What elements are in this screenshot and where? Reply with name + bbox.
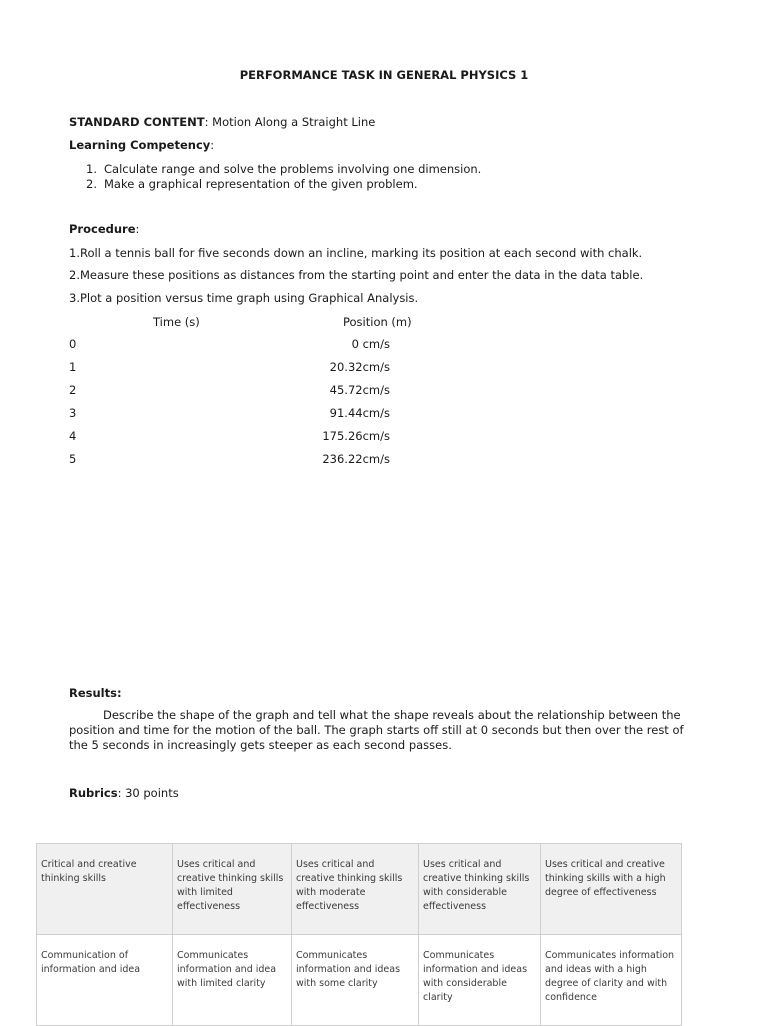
rubric-level-cell: Communicates information and ideas with a high degree of clarity and with confidence	[541, 935, 682, 1026]
learning-competency-label: Learning Competency	[69, 138, 211, 152]
rubrics-label: Rubrics	[69, 786, 118, 800]
rubric-level-cell: Uses critical and creative thinking skills with considerable effectiveness	[419, 844, 541, 935]
procedure-step: 3.Plot a position versus time graph using Graphical Analysis.	[69, 291, 419, 305]
page-title: PERFORMANCE TASK IN GENERAL PHYSICS 1	[239, 68, 529, 82]
rubric-level-cell: Communicates information and ideas with some clarity	[292, 935, 419, 1026]
results-heading: Results:	[69, 686, 122, 700]
rubric-table	[36, 843, 682, 1026]
rubric-level-cell: Uses critical and creative thinking skills with moderate effectiveness	[292, 844, 419, 935]
competency-text: Calculate range and solve the problems involving one dimension.	[104, 162, 482, 176]
rubrics-points: 30 points	[125, 786, 179, 800]
position-column-header: Position (m)	[343, 315, 412, 329]
procedure-label: Procedure	[69, 222, 136, 236]
rubric-level-cell: Communicates information and idea with limited clarity	[173, 935, 292, 1026]
competency-item	[86, 177, 418, 191]
time-cell: 5	[69, 452, 77, 466]
position-cell: 91.44cm/s	[329, 406, 390, 420]
learning-competency-sep: :	[210, 138, 215, 152]
position-cell: 45.72cm/s	[329, 383, 390, 397]
learning-competency-heading	[69, 138, 214, 152]
position-cell: 20.32cm/s	[329, 360, 390, 374]
competency-text: Make a graphical representation of the given problem.	[104, 177, 418, 191]
rubrics-sep: :	[117, 786, 126, 800]
time-cell: 0	[69, 337, 77, 351]
results-text: Describe the shape of the graph and tell what the shape reveals about the relationship between the position and time for the motion of the ball. The graph starts off still at 0 seconds but then over the rest of the 5 seconds in increasingly gets steeper as each second passes.	[69, 708, 684, 752]
rubric-row	[37, 935, 682, 1026]
rubric-level-cell: Communicates information and ideas with considerable clarity	[419, 935, 541, 1026]
procedure-step: 2.Measure these positions as distances from the starting point and enter the data in the data table.	[69, 268, 644, 282]
rubric-row	[37, 844, 682, 935]
standard-content-sep: :	[204, 115, 213, 129]
standard-content-label: STANDARD CONTENT	[69, 115, 205, 129]
rubric-criterion-cell: Critical and creative thinking skills	[37, 844, 173, 935]
standard-content-value: Motion Along a Straight Line	[212, 115, 376, 129]
position-cell: 175.26cm/s	[322, 429, 390, 443]
standard-content	[69, 115, 375, 129]
rubrics-heading	[69, 786, 179, 800]
time-cell: 3	[69, 406, 77, 420]
position-cell: 0 cm/s	[351, 337, 390, 351]
competency-number: 1.	[86, 162, 97, 176]
time-cell: 4	[69, 429, 77, 443]
time-column-header: Time (s)	[153, 315, 200, 329]
time-cell: 1	[69, 360, 77, 374]
rubric-criterion-cell: Communication of information and idea	[37, 935, 173, 1026]
time-cell: 2	[69, 383, 77, 397]
procedure-heading	[69, 222, 139, 236]
position-cell: 236.22cm/s	[322, 452, 390, 466]
procedure-step: 1.Roll a tennis ball for five seconds down an incline, marking its position at each second with chalk.	[69, 246, 643, 260]
rubric-level-cell: Uses critical and creative thinking skills with limited effectiveness	[173, 844, 292, 935]
competency-number: 2.	[86, 177, 97, 191]
procedure-sep: :	[135, 222, 140, 236]
rubric-level-cell: Uses critical and creative thinking skills with a high degree of effectiveness	[541, 844, 682, 935]
competency-item	[86, 162, 481, 176]
